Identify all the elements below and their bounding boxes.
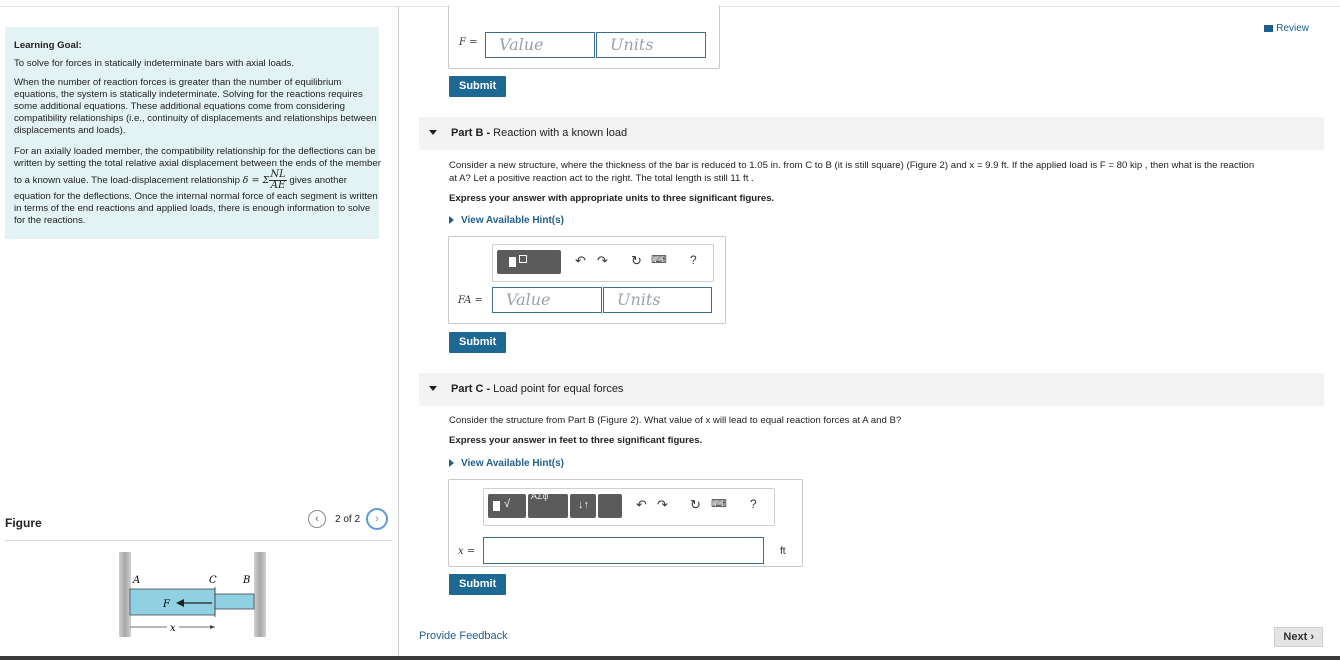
keyboard-icon[interactable]: ⌨ (651, 254, 667, 266)
figure-header (5, 507, 392, 541)
sqrt-icon: √ (504, 498, 511, 510)
label-b: B (243, 575, 251, 586)
figure-label: Figure (5, 516, 42, 530)
arrows-icon: ↓↑ (578, 499, 589, 511)
greek-button[interactable] (528, 491, 568, 518)
label-c: C (209, 575, 217, 586)
part-c-answer-box (448, 479, 803, 567)
left-wall (119, 552, 131, 637)
templates-button[interactable] (497, 250, 561, 274)
part-b-header[interactable] (419, 117, 1324, 150)
delta-sum: δ = Σ (242, 175, 270, 187)
reset-icon[interactable]: ↻ (631, 253, 642, 268)
part-c-title (451, 383, 623, 395)
next-button[interactable] (1274, 627, 1323, 647)
part-c-title-text: Load point for equal forces (490, 383, 624, 395)
left-panel (0, 7, 399, 660)
part-c-header[interactable] (419, 373, 1324, 406)
learning-goal-text-2: When the number of reaction forces is greater than the number of equilibrium equations, the system is statically indeterminate. Solving for the reactions requires some additional equations. These additional equations come from considering compatibility relationships (i.e., continuity of displacements and relationships between displacements and loads). (14, 77, 377, 136)
part-c-instruction: Express your answer in feet to three significant figures. (449, 435, 703, 446)
undo-icon[interactable]: ↶ (575, 253, 586, 268)
template-icon-2 (519, 255, 527, 263)
learning-goal-heading: Learning Goal: (14, 40, 82, 51)
part-c-hint-label: View Available Hint(s) (461, 458, 564, 469)
part-c-question: Consider the structure from Part B (Figure 2). What value of x will lead to equal reaction forces at A and B? (449, 415, 902, 426)
part-b-title (451, 127, 627, 139)
greek-label: ΑΣφ (531, 491, 549, 501)
label-f: F (163, 599, 170, 610)
part-c-answer-input[interactable] (483, 537, 764, 564)
redo-icon[interactable]: ↷ (657, 497, 668, 512)
part-c-hint-toggle[interactable] (449, 458, 564, 469)
part-c-submit-button[interactable]: Submit (449, 574, 506, 595)
bar-thin-segment (215, 594, 254, 609)
collapse-icon (429, 130, 437, 135)
figure-pager: 2 of 2 (335, 514, 361, 525)
templates-button[interactable] (488, 494, 526, 518)
review-label: Review (1276, 23, 1309, 34)
bar-thick-segment (130, 589, 215, 615)
expand-icon (449, 216, 454, 224)
next-label: Next (1283, 631, 1308, 643)
x-dim-arrow (210, 625, 215, 629)
keyboard-icon[interactable]: ⌨ (711, 498, 727, 510)
part-b-answer-box (448, 236, 726, 324)
learning-goal-text-3a: For an axially loaded member, the compatibility relationship for the deflections can be written by setting the total relative axial displacement between the ends of the member to a known value. The load-displacement relationship (14, 146, 381, 187)
part-b-submit-button[interactable]: Submit (449, 332, 506, 353)
bottom-bar (0, 656, 1340, 660)
collapse-icon (429, 386, 437, 391)
vector-button[interactable] (570, 494, 596, 518)
undo-icon[interactable]: ↶ (636, 497, 647, 512)
part-b-instruction: Express your answer with appropriate units to three significant figures. (449, 193, 775, 204)
provide-feedback-link[interactable]: Provide Feedback (419, 630, 508, 642)
part-b-question-1: Consider a new structure, where the thickness of the bar is reduced to 1.05 in. from C to B (it is still square) (Figure 2) and x = 9.9 ft. If the applied load is F = 80 kip , then what is the reaction (449, 160, 1255, 171)
review-link[interactable] (1264, 23, 1309, 34)
part-b-math-toolbar (492, 244, 714, 282)
figure-diagram (110, 547, 280, 642)
part-c-unit: ft (780, 546, 786, 557)
more-button[interactable] (598, 494, 622, 518)
part-b-title-text: Reaction with a known load (490, 127, 628, 139)
part-a-units-input[interactable]: Units (596, 32, 706, 58)
right-wall (254, 552, 266, 637)
label-x: x (170, 623, 176, 634)
part-a-value-input[interactable]: Value (485, 32, 595, 58)
learning-goal-box (5, 27, 379, 239)
main-panel (399, 7, 1340, 660)
template-icon (493, 501, 500, 511)
template-icon (509, 257, 516, 267)
part-a-answer-box (448, 5, 720, 69)
reset-icon[interactable]: ↻ (690, 497, 701, 512)
help-icon[interactable]: ? (750, 497, 757, 511)
part-b-question-2: at A? Let a positive reaction act to the right. The total length is still 11 ft . (449, 173, 754, 184)
part-b-hint-toggle[interactable] (449, 215, 564, 226)
part-a-submit-button[interactable]: Submit (449, 76, 506, 97)
part-c-field-label: x = (458, 546, 476, 557)
review-icon (1264, 25, 1273, 32)
part-b-value-input[interactable]: Value (492, 287, 602, 313)
part-b-units-input[interactable]: Units (603, 287, 712, 313)
learning-goal-text-1: To solve for forces in statically indeterminate bars with axial loads. (14, 58, 294, 69)
nl-over-ae (269, 170, 286, 191)
frac-den: AE (270, 180, 286, 191)
learning-goal-text-3b: gives another equation for the deflections. Once the internal normal force of each segment is written in terms of the end reactions and applied loads, there is enough information to solve for the reactions. (14, 175, 378, 226)
expand-icon (449, 459, 454, 467)
prev-figure-button[interactable]: ‹ (308, 510, 326, 528)
label-a: A (133, 575, 141, 586)
next-figure-button[interactable]: › (366, 508, 388, 530)
part-a-field-label: F = (459, 37, 478, 48)
redo-icon[interactable]: ↷ (597, 253, 608, 268)
part-b-field-label: FA = (458, 295, 483, 306)
learning-goal-text-3 (14, 146, 381, 227)
chevron-right-icon: › (1310, 631, 1314, 643)
part-c-math-toolbar (483, 488, 775, 526)
help-icon[interactable]: ? (690, 253, 697, 267)
part-b-title-bold: Part B - (451, 127, 491, 139)
part-c-title-bold: Part C - (451, 383, 491, 395)
frac-num: NL (270, 169, 286, 180)
part-b-hint-label: View Available Hint(s) (461, 215, 564, 226)
